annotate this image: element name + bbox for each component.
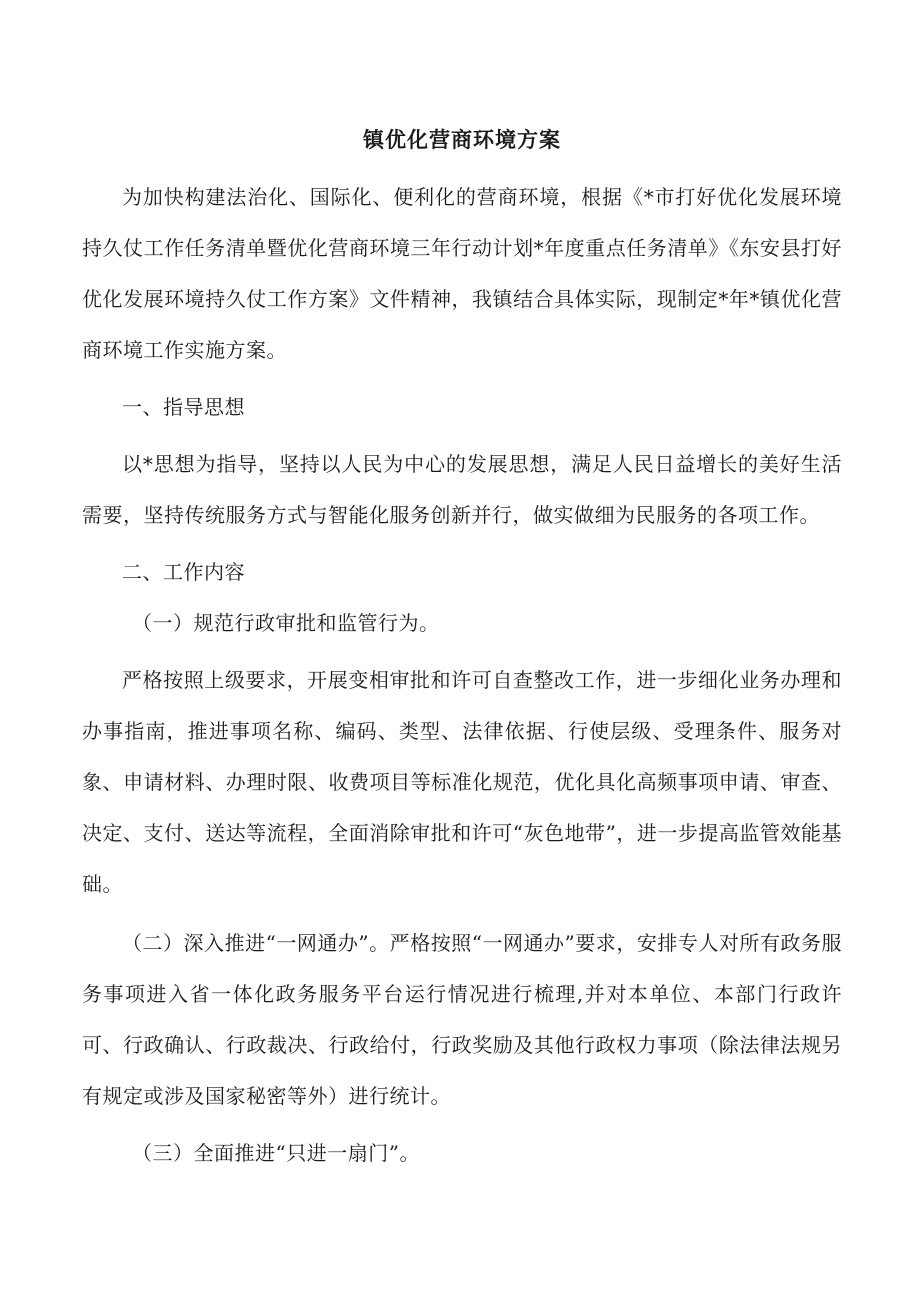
one-network-paragraph: （二）深入推进“一网通办”。严格按照“一网通办”要求，安排专人对所有政务服务事项进入省一体化政务服务平台运行情况进行梳理,并对本单位、本部门行政许可、行政确认、行政裁决、行政给付，行政奖励及其他行政权力事项（除法律法规另有规定或涉及国家秘密等外）进行统计。 xyxy=(82,931,842,1108)
document-title: 镇优化营商环境方案 xyxy=(363,127,561,152)
item-heading-regulate-approval: （一）规范行政审批和监管行为。 xyxy=(132,611,440,635)
regulate-approval-paragraph: 严格按照上级要求，开展变相审批和许可自查整改工作，进一步细化业务办理和办事指南，推进事项名称、编码、类型、法律依据、行使层级、受理条件、服务对象、申请材料、办理时限、收费项目等标准化规范，优化具化高频事项申请、审查、决定、支付、送达等流程，全面消除审批和许可“灰色地带”，进一步提高监管效能基础。 xyxy=(82,668,842,896)
intro-paragraph: 为加快构建法治化、国际化、便利化的营商环境，根据《*市打好优化发展环境持久仗工作任务清单暨优化营商环境三年行动计划*年度重点任务清单》《东安县打好优化发展环境持久仗工作方案》文件精神，我镇结合具体实际，现制定*年*镇优化营商环境工作实施方案。 xyxy=(82,185,842,362)
guiding-ideology-paragraph: 以*思想为指导，坚持以人民为中心的发展思想，满足人民日益增长的美好生活需要，坚持传统服务方式与智能化服务创新并行，做实做细为民服务的各项工作。 xyxy=(82,452,842,527)
section-heading-work-content: 二、工作内容 xyxy=(122,560,245,584)
item-heading-one-door: （三）全面推进“只进一扇门”。 xyxy=(132,1141,420,1165)
document-page xyxy=(82,120,842,1179)
section-heading-guiding-ideology: 一、指导思想 xyxy=(122,395,245,419)
